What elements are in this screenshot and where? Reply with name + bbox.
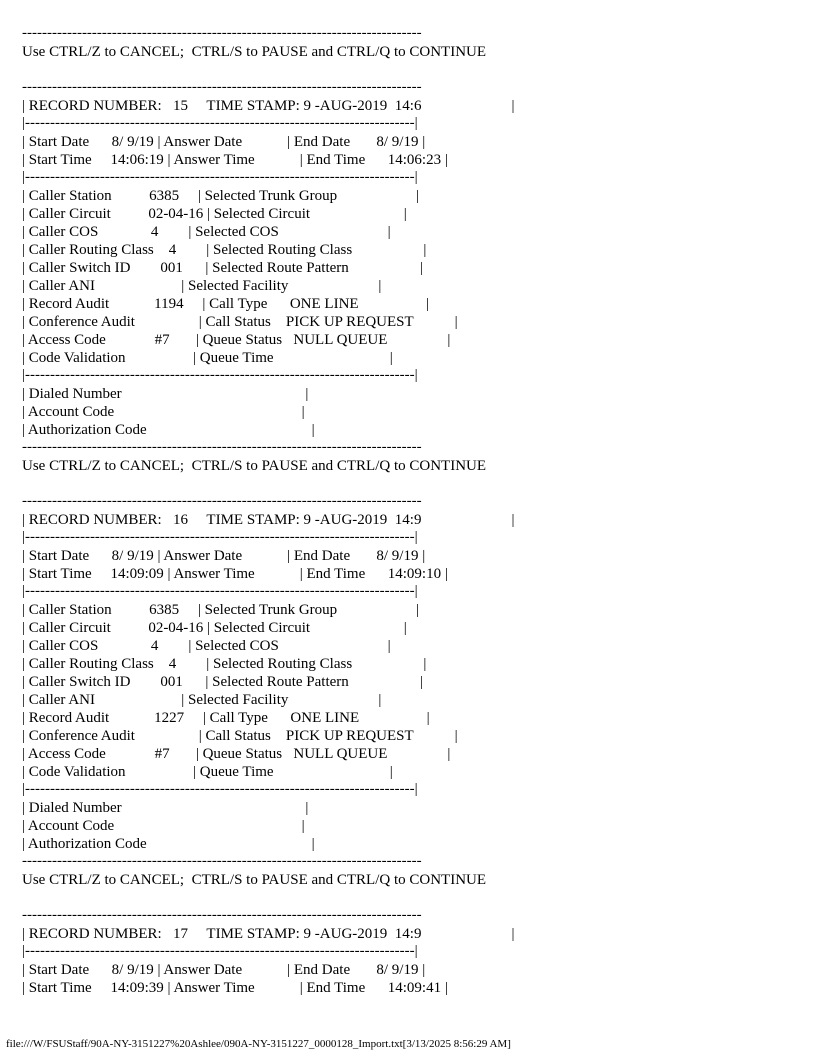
text-line: | Caller ANI | Selected Facility | bbox=[22, 692, 382, 708]
text-line: | Caller Circuit 02-04-16 | Selected Circuit | bbox=[22, 620, 407, 636]
text-line: | Authorization Code | bbox=[22, 836, 315, 852]
text-line: | Record Audit 1227 | Call Type ONE LINE | bbox=[22, 710, 430, 726]
text-line: |------------------------------------------------------------------------------| bbox=[22, 115, 418, 131]
text-line: | Conference Audit | Call Status PICK UP REQUEST | bbox=[22, 314, 458, 330]
text-line: | RECORD NUMBER: 17 TIME STAMP: 9 -AUG-2019 14:9 | bbox=[22, 926, 515, 942]
text-line: Use CTRL/Z to CANCEL; CTRL/S to PAUSE and CTRL/Q to CONTINUE bbox=[22, 872, 487, 888]
text-line: | Start Time 14:06:19 | Answer Time | End Time 14:06:23 | bbox=[22, 152, 448, 168]
text-line: | Caller Circuit 02-04-16 | Selected Circuit | bbox=[22, 206, 407, 222]
text-line: | Access Code #7 | Queue Status NULL QUEUE | bbox=[22, 332, 451, 348]
text-line: -------------------------------------------------------------------------------- bbox=[22, 79, 422, 95]
text-line: | Conference Audit | Call Status PICK UP REQUEST | bbox=[22, 728, 458, 744]
text-line: | Code Validation | Queue Time | bbox=[22, 764, 393, 780]
text-line: |------------------------------------------------------------------------------| bbox=[22, 169, 418, 185]
text-line: | Start Date 8/ 9/19 | Answer Date | End Date 8/ 9/19 | bbox=[22, 548, 426, 564]
text-line: | Start Time 14:09:09 | Answer Time | End Time 14:09:10 | bbox=[22, 566, 448, 582]
text-line: | Caller Routing Class 4 | Selected Routing Class | bbox=[22, 242, 427, 258]
text-line: Use CTRL/Z to CANCEL; CTRL/S to PAUSE and CTRL/Q to CONTINUE bbox=[22, 458, 487, 474]
text-line: | Record Audit 1194 | Call Type ONE LINE | bbox=[22, 296, 430, 312]
text-line: |------------------------------------------------------------------------------| bbox=[22, 367, 418, 383]
text-line: -------------------------------------------------------------------------------- bbox=[22, 907, 422, 923]
text-line: | Account Code | bbox=[22, 404, 305, 420]
text-line: Use CTRL/Z to CANCEL; CTRL/S to PAUSE and CTRL/Q to CONTINUE bbox=[22, 44, 487, 60]
text-line: | Dialed Number | bbox=[22, 800, 309, 816]
text-line: |------------------------------------------------------------------------------| bbox=[22, 583, 418, 599]
text-line: | Access Code #7 | Queue Status NULL QUEUE | bbox=[22, 746, 451, 762]
print-footer-url: file:///W/FSUStaff/90A-NY-3151227%20Ashlee/090A-NY-3151227_0000128_Import.txt[3/13/2025 8:56:29 AM] bbox=[6, 1038, 511, 1050]
text-line: |------------------------------------------------------------------------------| bbox=[22, 529, 418, 545]
text-line: -------------------------------------------------------------------------------- bbox=[22, 439, 422, 455]
text-line: | Code Validation | Queue Time | bbox=[22, 350, 393, 366]
text-line: | RECORD NUMBER: 16 TIME STAMP: 9 -AUG-2019 14:9 | bbox=[22, 512, 515, 528]
text-line: | Caller Routing Class 4 | Selected Routing Class | bbox=[22, 656, 427, 672]
text-line: | Caller Station 6385 | Selected Trunk Group | bbox=[22, 602, 419, 618]
text-line: | Dialed Number | bbox=[22, 386, 309, 402]
text-line: | Caller ANI | Selected Facility | bbox=[22, 278, 382, 294]
text-line: | Start Time 14:09:39 | Answer Time | End Time 14:09:41 | bbox=[22, 980, 448, 996]
text-line: | Caller Switch ID 001 | Selected Route Pattern | bbox=[22, 260, 424, 276]
text-line: -------------------------------------------------------------------------------- bbox=[22, 493, 422, 509]
text-line: |------------------------------------------------------------------------------| bbox=[22, 943, 418, 959]
text-line: -------------------------------------------------------------------------------- bbox=[22, 25, 422, 41]
text-line: | Caller COS 4 | Selected COS | bbox=[22, 638, 391, 654]
text-line: | Start Date 8/ 9/19 | Answer Date | End Date 8/ 9/19 | bbox=[22, 962, 426, 978]
text-line: | RECORD NUMBER: 15 TIME STAMP: 9 -AUG-2019 14:6 | bbox=[22, 98, 515, 114]
text-line: | Caller Station 6385 | Selected Trunk Group | bbox=[22, 188, 419, 204]
text-line: | Account Code | bbox=[22, 818, 305, 834]
text-line: | Caller COS 4 | Selected COS | bbox=[22, 224, 391, 240]
text-line: | Start Date 8/ 9/19 | Answer Date | End Date 8/ 9/19 | bbox=[22, 134, 426, 150]
text-line: | Authorization Code | bbox=[22, 422, 315, 438]
text-line: | Caller Switch ID 001 | Selected Route Pattern | bbox=[22, 674, 424, 690]
text-line: |------------------------------------------------------------------------------| bbox=[22, 781, 418, 797]
text-line: -------------------------------------------------------------------------------- bbox=[22, 853, 422, 869]
